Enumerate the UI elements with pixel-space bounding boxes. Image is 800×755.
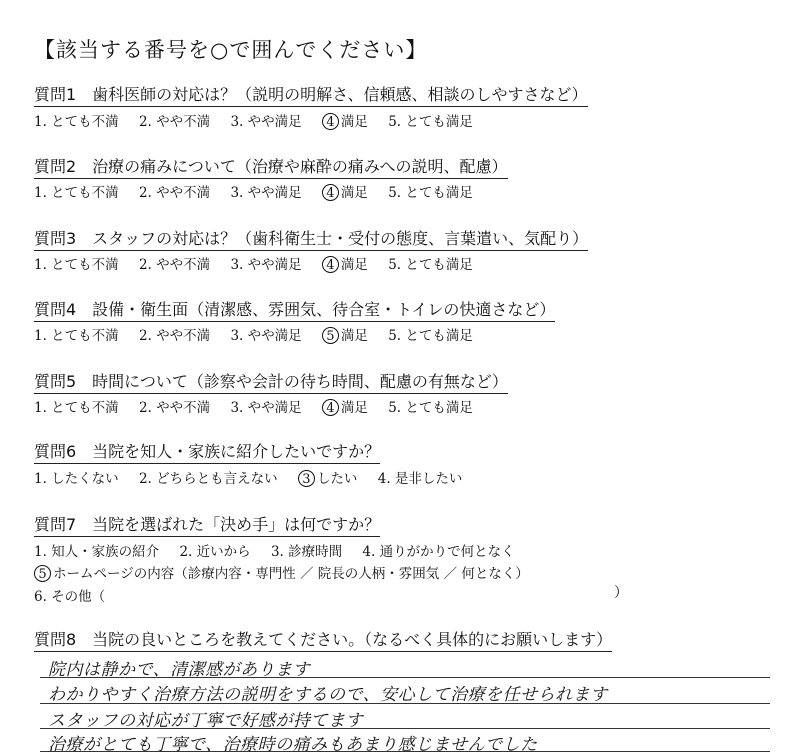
option-3[interactable]: 3. やや満足	[230, 257, 302, 273]
answer-rule	[40, 728, 770, 729]
option-4-selected[interactable]: 5 満足	[322, 324, 368, 344]
option-3-selected[interactable]: 3 したい	[298, 467, 358, 487]
option-4-selected[interactable]: 4 満足	[322, 110, 368, 130]
circled-number: 5	[322, 327, 339, 344]
circled-number: 5	[34, 565, 51, 582]
option-4-selected[interactable]: 4 満足	[322, 181, 368, 201]
question-2-options	[34, 181, 489, 201]
question-3-options	[34, 253, 489, 273]
question-7-options-line1	[34, 540, 531, 560]
circled-number: 4	[322, 184, 339, 201]
option-5[interactable]: 5. とても満足	[388, 257, 473, 273]
answer-rule	[40, 751, 770, 752]
question-3-heading: 質問3 スタッフの対応は？（歯科衛生士・受付の態度、言葉遣い、気配り）	[34, 226, 588, 251]
circled-number: 4	[322, 399, 339, 416]
question-2-heading: 質問2 治療の痛みについて（治療や麻酔の痛みへの説明、配慮）	[34, 154, 508, 179]
option-2[interactable]: 2. やや不満	[138, 400, 211, 416]
option-5[interactable]: 5. とても満足	[388, 114, 473, 130]
option-3[interactable]: 3. やや満足	[230, 328, 302, 344]
circled-number: 4	[322, 113, 339, 130]
question-7-options-line2	[34, 562, 545, 582]
question-6-heading: 質問6 当院を知人・家族に紹介したいですか？	[34, 439, 380, 464]
option-4-selected[interactable]: 4 満足	[322, 396, 368, 416]
option-6-other[interactable]: 6. その他（	[34, 589, 106, 605]
answer-rule	[40, 703, 770, 704]
handwritten-answer-1: 院内は静かで、清潔感があります	[48, 660, 311, 680]
option-5[interactable]: 5. とても満足	[388, 328, 473, 344]
question-1-options	[34, 110, 489, 130]
option-1[interactable]: 1. とても不満	[34, 257, 119, 273]
option-4[interactable]: 4. 是非したい	[377, 471, 463, 487]
option-1[interactable]: 1. とても不満	[34, 114, 119, 130]
option-2[interactable]: 2. やや不満	[138, 257, 211, 273]
question-5-options	[34, 396, 489, 416]
option-2[interactable]: 2. 近いから	[179, 544, 251, 560]
handwritten-answer-4: 治療がとても丁寧で、治療時の痛みもあまり感じませんでした	[48, 735, 538, 755]
option-5[interactable]: 5. とても満足	[388, 400, 473, 416]
page-title: 【該当する番号を○で囲んでください】	[34, 38, 428, 62]
option-2[interactable]: 2. やや不満	[138, 328, 211, 344]
question-8-heading: 質問8 当院の良いところを教えてください。（なるべく具体的にお願いします）	[34, 627, 612, 652]
option-3[interactable]: 3. やや満足	[230, 114, 302, 130]
question-4-options	[34, 324, 489, 344]
circled-number: 3	[298, 470, 315, 487]
answer-rule	[40, 677, 770, 678]
option-2[interactable]: 2. どちらとも言えない	[138, 471, 278, 487]
question-6-options	[34, 467, 478, 487]
circled-number: 4	[322, 256, 339, 273]
option-3[interactable]: 3. 診療時間	[270, 544, 343, 560]
option-1[interactable]: 1. とても不満	[34, 400, 119, 416]
option-3[interactable]: 3. やや満足	[230, 185, 302, 201]
question-7-heading: 質問7 当院を選ばれた「決め手」は何ですか？	[34, 512, 380, 537]
option-1[interactable]: 1. したくない	[34, 471, 119, 487]
option-4[interactable]: 4. 通りがかりで何となく	[362, 544, 515, 560]
option-1[interactable]: 1. とても不満	[34, 185, 119, 201]
question-1-heading: 質問1 歯科医師の対応は？（説明の明解さ、信頼感、相談のしやすさなど）	[34, 82, 588, 107]
option-4-selected[interactable]: 4 満足	[322, 253, 368, 273]
handwritten-answer-3: スタッフの対応が丁寧で好感が持てます	[48, 711, 363, 731]
option-1[interactable]: 1. とても不満	[34, 328, 119, 344]
question-5-heading: 質問5 時間について（診察や会計の待ち時間、配慮の有無など）	[34, 369, 508, 394]
option-3[interactable]: 3. やや満足	[230, 400, 302, 416]
option-2[interactable]: 2. やや不満	[138, 114, 211, 130]
option-5-selected[interactable]: 5 ホームページの内容（診療内容・専門性 ／ 院長の人柄・雰囲気 ／ 何となく）	[34, 562, 529, 582]
option-2[interactable]: 2. やや不満	[138, 185, 211, 201]
option-1[interactable]: 1. 知人・家族の紹介	[34, 544, 160, 560]
option-5[interactable]: 5. とても満足	[388, 185, 473, 201]
question-4-heading: 質問4 設備・衛生面（清潔感、雰囲気、待合室・トイレの快適さなど）	[34, 297, 555, 322]
question-7-options-line3	[34, 585, 121, 605]
other-close-paren: ）	[614, 585, 628, 601]
handwritten-answer-2: わかりやすく治療方法の説明をするので、安心して治療を任せられます	[48, 685, 608, 705]
